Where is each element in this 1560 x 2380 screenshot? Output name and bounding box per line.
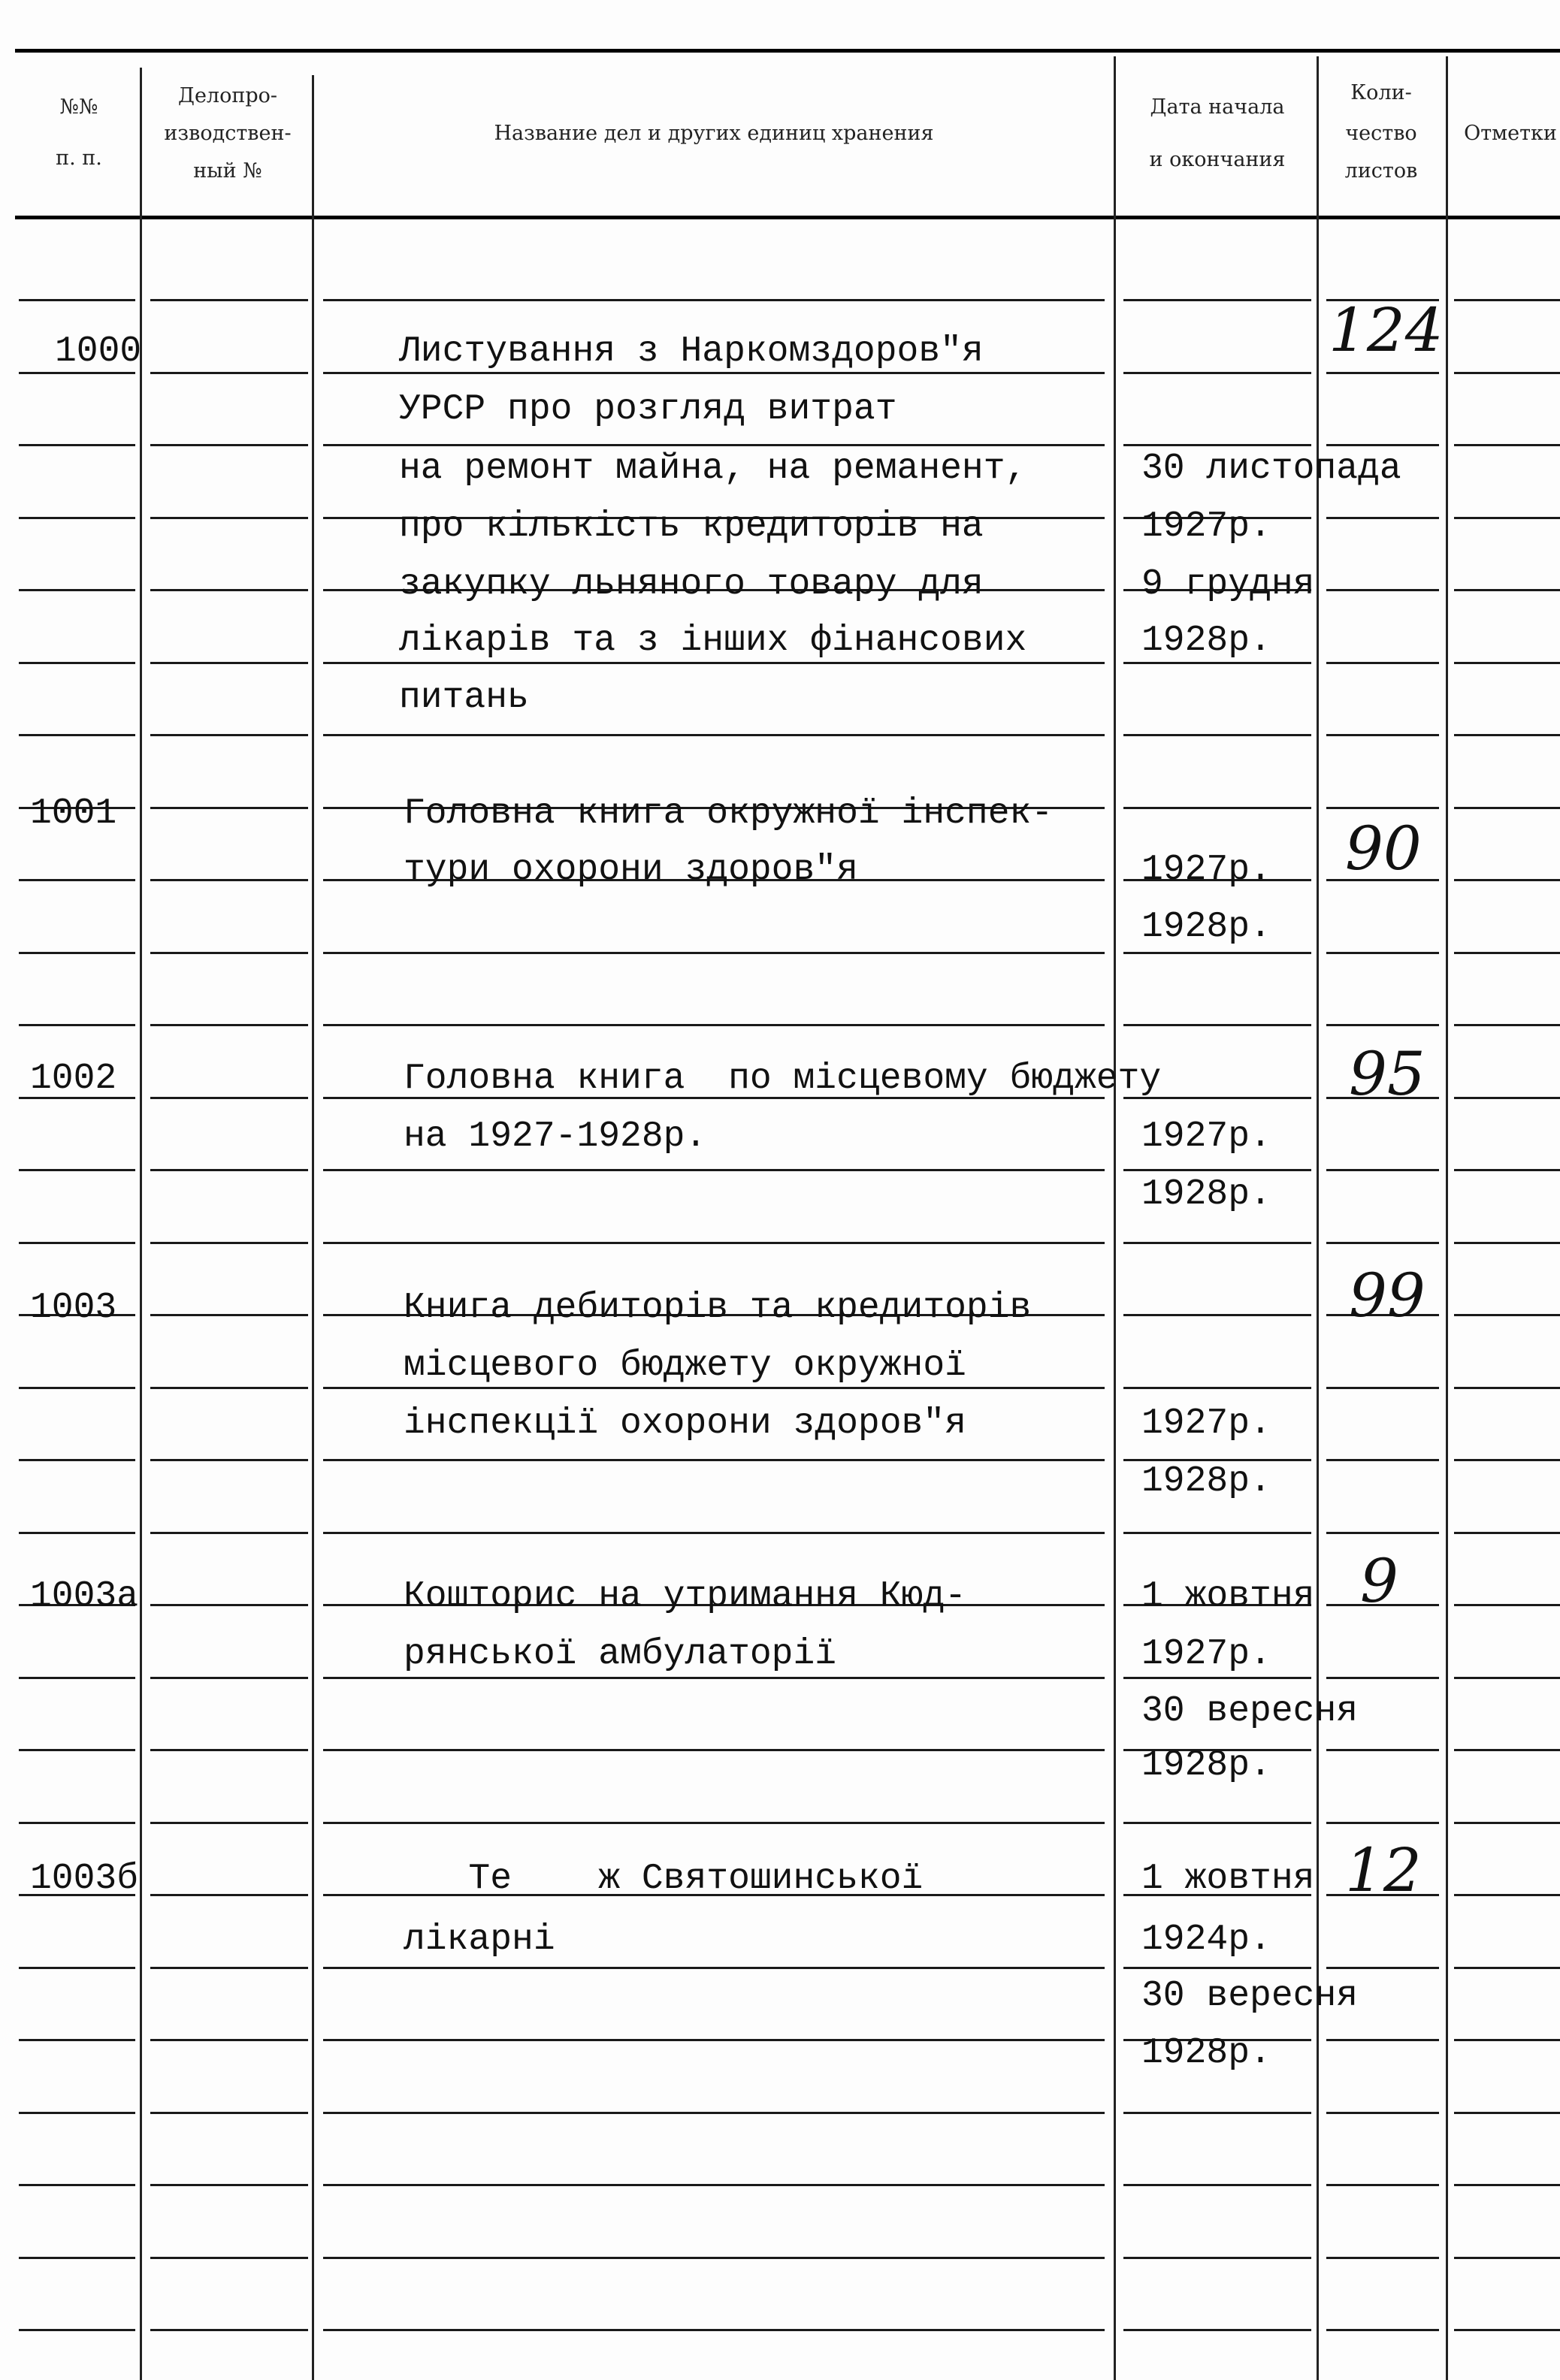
date-line: 9 грудня [1141, 564, 1315, 605]
ruled-line [19, 1242, 135, 1244]
title-line: на ремонт майна, на реманент, [399, 449, 1027, 489]
header-sheet-count: чество [1345, 122, 1417, 145]
ruled-line [1326, 1169, 1439, 1171]
date-line: 30 листопада [1141, 449, 1401, 489]
ruled-line [1123, 1967, 1311, 1969]
sheet-count: 12 [1345, 1835, 1422, 1905]
ruled-line [1454, 1024, 1560, 1026]
ruled-line [323, 2257, 1105, 2259]
row-number: 1003 [30, 1288, 117, 1328]
ruled-line [150, 589, 308, 591]
date-line: 30 вересня [1141, 1691, 1359, 1732]
column-divider [1114, 56, 1116, 2380]
ruled-line [1326, 662, 1439, 664]
ruled-line [1454, 517, 1560, 519]
title-line: рянської амбулаторії [404, 1634, 837, 1675]
ruled-line [323, 1024, 1105, 1026]
ruled-line [1454, 1677, 1560, 1679]
date-line: 1928р. [1141, 2033, 1271, 2073]
header-sheet-count: листов [1344, 159, 1418, 183]
ruled-line [323, 1459, 1105, 1461]
ruled-line [19, 734, 135, 736]
header-office-num: Делопро- [178, 84, 277, 107]
ruled-line [150, 1242, 308, 1244]
header-top-rule [15, 49, 1560, 53]
ruled-line [323, 1967, 1105, 1969]
ruled-line [1326, 952, 1439, 954]
column-divider [1446, 56, 1448, 2380]
header-num: п. п. [56, 146, 102, 170]
ruled-line [1123, 1677, 1311, 1679]
column-divider [1317, 56, 1319, 2380]
ruled-line [150, 1604, 308, 1606]
ruled-line [19, 1532, 135, 1534]
date-line: 1927р. [1141, 506, 1271, 547]
date-line: 1 жовтня [1141, 1859, 1315, 1899]
ruled-line [1326, 2184, 1439, 2186]
ruled-line [19, 1459, 135, 1461]
date-line: 1928р. [1141, 1461, 1271, 1502]
header-title: Название дел и других единиц хранения [494, 122, 934, 145]
ruled-line [1326, 1532, 1439, 1534]
ruled-line [19, 1677, 135, 1679]
ruled-line [1454, 952, 1560, 954]
ruled-line [1326, 1677, 1439, 1679]
title-line: Листування з Наркомздоров"я [399, 331, 984, 372]
title-line: Кошторис на утримання Кюд- [404, 1576, 966, 1617]
ruled-line [1454, 2039, 1560, 2041]
ruled-line [323, 2329, 1105, 2331]
ruled-line [1123, 1242, 1311, 1244]
ruled-line [1454, 1314, 1560, 1316]
ruled-line [1123, 1024, 1311, 1026]
ruled-line [150, 1169, 308, 1171]
ruled-line [1454, 372, 1560, 374]
ruled-line [1454, 444, 1560, 446]
title-line: лікарні [404, 1919, 555, 1960]
ruled-line [150, 2112, 308, 2114]
title-line: Головна книга окружної інспек- [404, 793, 1054, 834]
ruled-line [323, 1242, 1105, 1244]
ruled-line [1123, 372, 1311, 374]
title-line: питань [399, 678, 529, 718]
ruled-line [150, 2329, 308, 2331]
title-line: на 1927-1928р. [404, 1116, 707, 1157]
ruled-line [1123, 734, 1311, 736]
ruled-line [323, 734, 1105, 736]
ruled-line [150, 1967, 308, 1969]
ruled-line [1326, 1459, 1439, 1461]
sheet-count: 95 [1349, 1039, 1425, 1109]
ruled-line [1123, 299, 1311, 301]
ruled-line [1326, 2329, 1439, 2331]
ruled-line [1454, 734, 1560, 736]
ruled-line [1123, 2257, 1311, 2259]
ruled-line [19, 1169, 135, 1171]
title-line: лікарів та з інших фінансових [399, 621, 1027, 661]
ruled-line [1326, 807, 1439, 809]
ruled-line [19, 1749, 135, 1751]
ruled-line [323, 952, 1105, 954]
row-number: 1001 [30, 793, 117, 834]
ruled-line [323, 1749, 1105, 1751]
row-number: 1003б [30, 1859, 139, 1899]
ruled-line [1326, 1822, 1439, 1824]
ruled-line [19, 879, 135, 881]
ruled-line [150, 807, 308, 809]
title-line: тури охорони здоров"я [404, 850, 858, 890]
header-dates: и окончания [1149, 148, 1286, 171]
ruled-line [1326, 734, 1439, 736]
ruled-line [1454, 2184, 1560, 2186]
ruled-line [1454, 1242, 1560, 1244]
ruled-line [19, 444, 135, 446]
date-line: 1927р. [1141, 1116, 1271, 1157]
ruled-line [1123, 1314, 1311, 1316]
ruled-line [1123, 952, 1311, 954]
ruled-line [150, 1749, 308, 1751]
ruled-line [1326, 2039, 1439, 2041]
ruled-line [1326, 589, 1439, 591]
ruled-line [1326, 1387, 1439, 1389]
date-line: 1928р. [1141, 907, 1271, 947]
header-notes: Отметки [1464, 122, 1557, 145]
ruled-line [1326, 1749, 1439, 1751]
ruled-line [1326, 1242, 1439, 1244]
ruled-line [150, 662, 308, 664]
header-num: №№ [59, 95, 98, 119]
ruled-line [323, 1822, 1105, 1824]
ruled-line [1454, 1459, 1560, 1461]
ruled-line [1454, 2329, 1560, 2331]
ruled-line [19, 1387, 135, 1389]
ruled-line [323, 1532, 1105, 1534]
row-number: 1002 [30, 1059, 117, 1099]
date-line: 1924р. [1141, 1919, 1271, 1960]
title-line: Головна книга по місцевому бюджету [404, 1059, 1162, 1099]
date-line: 1928р. [1141, 621, 1271, 661]
ruled-line [1454, 662, 1560, 664]
ruled-line [150, 299, 308, 301]
ruled-line [150, 879, 308, 881]
date-line: 1928р. [1141, 1174, 1271, 1215]
ruled-line [150, 444, 308, 446]
ruled-line [19, 662, 135, 664]
ruled-line [150, 1894, 308, 1896]
header-dates: Дата начала [1150, 95, 1285, 119]
ruled-line [1454, 2112, 1560, 2114]
date-line: 1927р. [1141, 850, 1271, 890]
ruled-line [19, 952, 135, 954]
title-line: УРСР про розгляд витрат [399, 389, 897, 430]
row-number: 1000 [55, 331, 142, 372]
title-line: про кількість кредиторів на [399, 506, 984, 547]
ruled-line [19, 1024, 135, 1026]
title-line: інспекції охорони здоров"я [404, 1403, 966, 1444]
ruled-line [1454, 807, 1560, 809]
ruled-line [1326, 517, 1439, 519]
sheet-count: 9 [1360, 1546, 1398, 1616]
ruled-line [323, 299, 1105, 301]
ruled-line [150, 1024, 308, 1026]
date-line: 1928р. [1141, 1745, 1271, 1786]
column-divider [140, 68, 142, 2380]
ruled-line [150, 2039, 308, 2041]
ruled-line [1123, 1169, 1311, 1171]
ruled-line [150, 734, 308, 736]
column-divider [312, 75, 314, 2380]
ruled-line [1123, 2112, 1311, 2114]
ruled-line [1454, 589, 1560, 591]
ruled-line [150, 1314, 308, 1316]
title-line: Книга дебиторів та кредиторів [404, 1288, 1032, 1328]
ruled-line [1454, 1097, 1560, 1099]
ruled-line [1326, 1024, 1439, 1026]
ruled-line [323, 1677, 1105, 1679]
ruled-line [1454, 1822, 1560, 1824]
date-line: 1927р. [1141, 1634, 1271, 1675]
header-office-num: изводствен- [164, 122, 292, 145]
ruled-line [19, 1822, 135, 1824]
row-number: 1003а [30, 1576, 139, 1617]
ruled-line [1326, 2112, 1439, 2114]
date-line: 1 жовтня [1141, 1576, 1315, 1617]
date-line: 1927р. [1141, 1403, 1271, 1444]
ruled-line [150, 2184, 308, 2186]
sheet-count: 90 [1345, 814, 1422, 883]
ruled-line [1326, 1967, 1439, 1969]
ruled-line [19, 2184, 135, 2186]
title-line: закупку льняного товару для [399, 564, 984, 605]
ruled-line [19, 1967, 135, 1969]
ruled-line [19, 2112, 135, 2114]
title-line: Те ж Святошинської [404, 1859, 924, 1899]
ruled-line [150, 1097, 308, 1099]
ruled-line [150, 1677, 308, 1679]
sheet-count: 99 [1349, 1261, 1425, 1330]
ruled-line [150, 1459, 308, 1461]
ruled-line [1454, 1532, 1560, 1534]
ruled-line [1454, 1894, 1560, 1896]
header-bottom-rule [15, 216, 1560, 219]
ruled-line [1326, 372, 1439, 374]
ruled-line [1123, 2184, 1311, 2186]
ruled-line [1454, 299, 1560, 301]
ruled-line [19, 2039, 135, 2041]
ruled-line [1454, 1967, 1560, 1969]
ruled-line [150, 952, 308, 954]
ruled-line [1123, 1387, 1311, 1389]
ruled-line [1454, 2257, 1560, 2259]
ruled-line [323, 2039, 1105, 2041]
ruled-line [1454, 1604, 1560, 1606]
ruled-line [19, 2257, 135, 2259]
ruled-line [1454, 1749, 1560, 1751]
ruled-line [150, 1387, 308, 1389]
ruled-line [1454, 1169, 1560, 1171]
header-office-num: ный № [193, 159, 262, 183]
ruled-line [1123, 807, 1311, 809]
ruled-line [1454, 879, 1560, 881]
ruled-line [150, 1532, 308, 1534]
ruled-line [19, 589, 135, 591]
ruled-line [323, 2112, 1105, 2114]
header-sheet-count: Коли- [1350, 81, 1412, 104]
ruled-line [1454, 1387, 1560, 1389]
date-line: 30 вересня [1141, 1976, 1359, 2016]
ruled-line [1326, 2257, 1439, 2259]
ruled-line [19, 517, 135, 519]
ruled-line [323, 2184, 1105, 2186]
sheet-count: 124 [1329, 295, 1444, 365]
title-line: місцевого бюджету окружної [404, 1346, 966, 1386]
ruled-line [19, 2329, 135, 2331]
ruled-line [1123, 1532, 1311, 1534]
ruled-line [323, 1169, 1105, 1171]
ruled-line [150, 1822, 308, 1824]
ruled-line [150, 2257, 308, 2259]
ruled-line [150, 517, 308, 519]
ruled-line [1123, 2329, 1311, 2331]
ruled-line [1123, 1822, 1311, 1824]
ruled-line [150, 372, 308, 374]
ruled-line [19, 299, 135, 301]
